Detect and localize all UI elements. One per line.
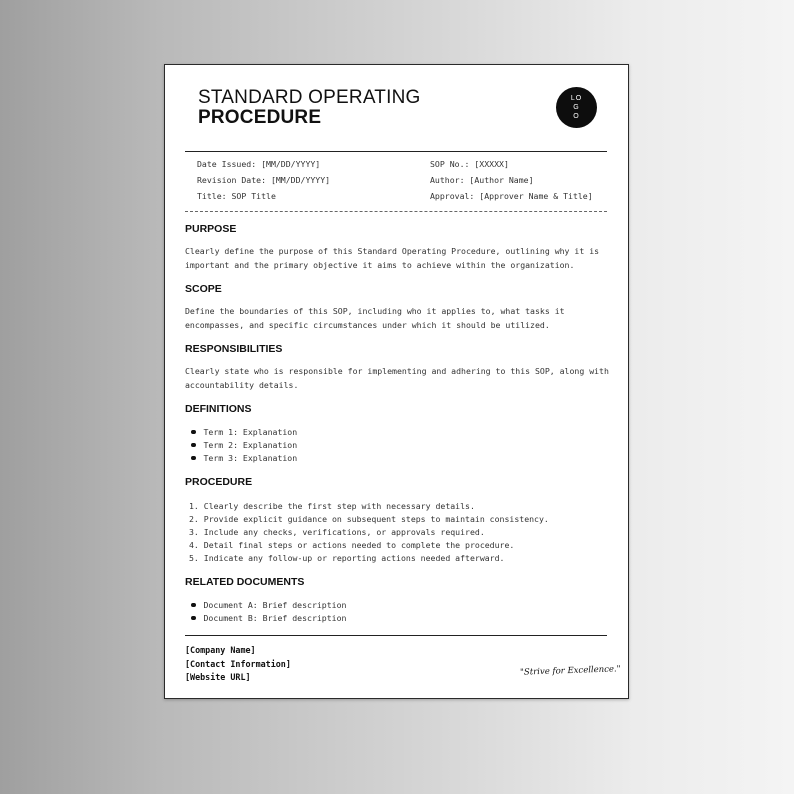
tagline: "Strive for Excellence." [519, 664, 621, 678]
document-title-line1: STANDARD OPERATING [198, 87, 421, 108]
list-item: Term 1: Explanation [191, 426, 297, 439]
purpose-heading: PURPOSE [185, 223, 237, 235]
logo-placeholder [556, 87, 597, 128]
meta-divider [185, 211, 607, 212]
contact-information: [Contact Information] [185, 659, 291, 669]
list-item: Document A: Brief description [191, 599, 346, 612]
header-divider [185, 151, 607, 152]
sop-number: SOP No.: [XXXXX] [430, 159, 509, 169]
procedure-step: 5. Indicate any follow-up or reporting actions needed afterward. [189, 553, 505, 563]
responsibilities-text: Clearly state who is responsible for implementing and adhering to this SOP, along with accountability details. [185, 366, 609, 390]
list-item: Term 2: Explanation [191, 439, 297, 452]
scope-heading: SCOPE [185, 283, 222, 295]
procedure-step: 1. Clearly describe the first step with necessary details. [189, 501, 475, 511]
footer-divider [185, 635, 607, 636]
related-documents-heading: RELATED DOCUMENTS [185, 576, 305, 588]
bullet-icon [191, 616, 196, 621]
bullet-icon [191, 603, 196, 608]
bullet-icon [191, 443, 196, 448]
definitions-heading: DEFINITIONS [185, 403, 252, 415]
website-url: [Website URL] [185, 672, 251, 682]
bullet-icon [191, 456, 196, 461]
procedure-step: 2. Provide explicit guidance on subsequent steps to maintain consistency. [189, 514, 549, 524]
list-item: Term 3: Explanation [191, 452, 297, 465]
revision-date: Revision Date: [MM/DD/YYYY] [197, 175, 331, 185]
purpose-text: Clearly define the purpose of this Standard Operating Procedure, outlining why it is important and the primary objective it aims to achieve within the organization. [185, 246, 600, 270]
responsibilities-heading: RESPONSIBILITIES [185, 343, 283, 355]
procedure-step: 4. Detail final steps or actions needed to complete the procedure. [189, 540, 515, 550]
list-item: Document B: Brief description [191, 612, 346, 625]
procedure-step: 3. Include any checks, verifications, or approvals required. [189, 527, 485, 537]
procedure-heading: PROCEDURE [185, 476, 253, 488]
approval: Approval: [Approver Name & Title] [430, 191, 593, 201]
document-title-line2: PROCEDURE [198, 107, 322, 128]
sop-document-page [164, 64, 629, 699]
company-name: [Company Name] [185, 645, 256, 655]
logo-text: LOGO [570, 95, 583, 120]
bullet-icon [191, 430, 196, 435]
sop-title: Title: SOP Title [197, 191, 276, 201]
date-issued: Date Issued: [MM/DD/YYYY] [197, 159, 321, 169]
author: Author: [Author Name] [430, 175, 534, 185]
scope-text: Define the boundaries of this SOP, including who it applies to, what tasks it encompasses, and specific circumstances under which it should be utilized. [185, 306, 565, 330]
